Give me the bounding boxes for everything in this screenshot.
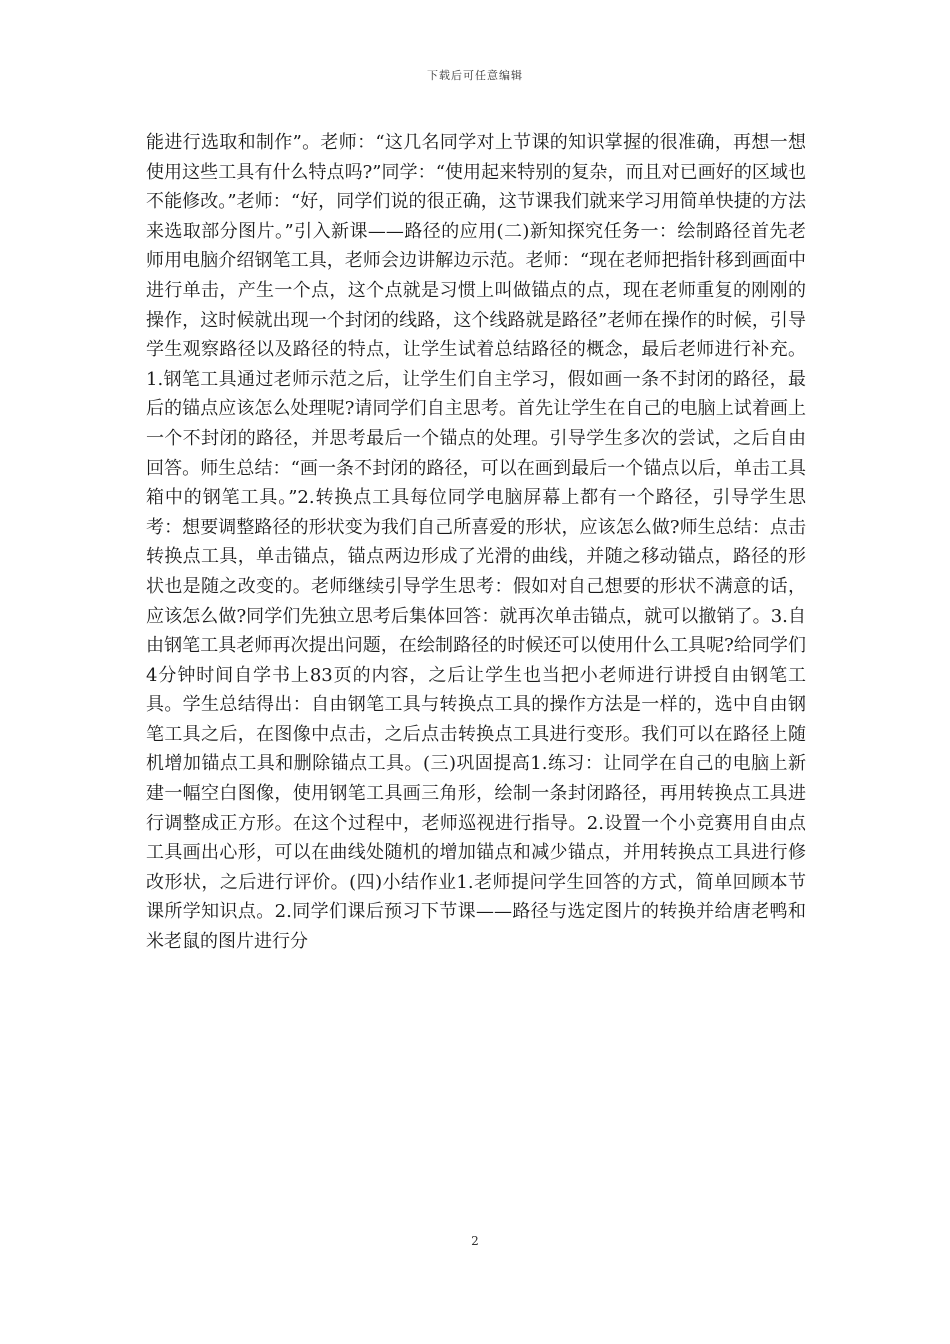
page-header: 下载后可任意编辑 xyxy=(427,69,523,82)
body-paragraph: 能进行选取和制作”。老师：“这几名同学对上节课的知识掌握的很准确，再想一想使用这些工具有什么特点吗?”同学：“使用起来特别的复杂，而且对已画好的区域也不能修改。”老师：“好，同学们说的很正确，这节课我们就来学习用简单快捷的方法来选取部分图片。”引入新课——路径的应用(二)新知探究任务一：绘制路径首先老师用电脑介绍钢笔工具，老师会边讲解边示范。老师：“现在老师把指针移到画面中进行单击，产生一个点，这个点就是习惯上叫做锚点的点，现在老师重复的刚刚的操作，这时候就出现一个封闭的线路，这个线路就是路径”老师在操作的时候，引导学生观察路径以及路径的特点，让学生试着总结路径的概念，最后老师进行补充。1.钢笔工具通过老师示范之后，让学生们自主学习，假如画一条不封闭的路径，最后的锚点应该怎么处理呢?请同学们自主思考。首先让学生在自己的电脑上试着画上一个不封闭的路径，并思考最后一个锚点的处理。引导学生多次的尝试，之后自由回答。师生总结：“画一条不封闭的路径，可以在画到最后一个锚点以后，单击工具箱中的钢笔工具。”2.转换点工具每位同学电脑屏幕上都有一个路径，引导学生思考：想要调整路径的形状变为我们自己所喜爱的形状，应该怎么做?师生总结：点击转换点工具，单击锚点，锚点两边形成了光滑的曲线，并随之移动锚点，路径的形状也是随之改变的。老师继续引导学生思考：假如对自己想要的形状不满意的话，应该怎么做?同学们先独立思考后集体回答：就再次单击锚点，就可以撤销了。3.自由钢笔工具老师再次提出问题，在绘制路径的时候还可以使用什么工具呢?给同学们4分钟时间自学书上83页的内容，之后让学生也当把小老师进行讲授自由钢笔工具。学生总结得出：自由钢笔工具与转换点工具的操作方法是一样的，选中自由钢笔工具之后，在图像中点击，之后点击转换点工具进行变形。我们可以在路径上随机增加锚点工具和删除锚点工具。(三)巩固提高1.练习：让同学在自己的电脑上新建一幅空白图像，使用钢笔工具画三角形，绘制一条封闭路径，再用转换点工具进行调整成正方形。在这个过程中，老师巡视进行指导。2.设置一个小竞赛用自由点工具画出心形，可以在曲线处随机的增加锚点和减少锚点，并用转换点工具进行修改形状，之后进行评价。(四)小结作业1.老师提问学生回答的方式，简单回顾本节课所学知识点。2.同学们课后预习下节课——路径与选定图片的转换并给唐老鸭和米老鼠的图片进行分 xyxy=(146,132,806,953)
page-number: 2 xyxy=(471,1234,479,1248)
